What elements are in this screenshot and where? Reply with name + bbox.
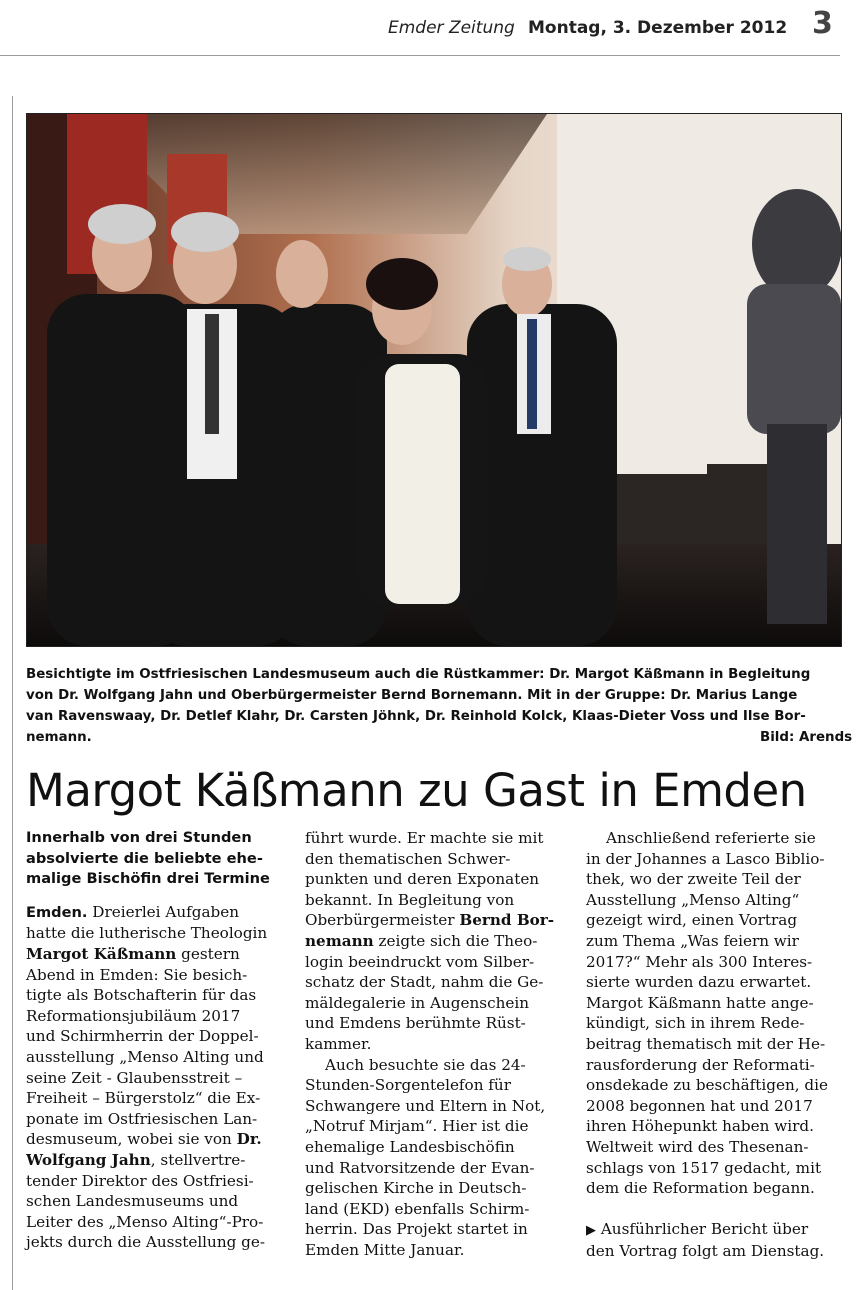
text-line: Abend in Emden: Sie besich- [26,965,248,984]
text-span: Oberbürgermeister [305,911,460,930]
caption-line: Besichtigte im Ostfriesischen Landesmuseum auch die Rüstkammer: Dr. Margot Käßmann in Begleitung [26,667,811,682]
newspaper-name: Emder Zeitung [388,18,515,38]
text-span: desmuseum, wobei sie von [26,1130,237,1149]
subhead-line: Innerhalb von drei Stunden [26,829,252,846]
text-line: gelischen Kirche in Deutsch- [305,1179,527,1198]
text-line: „Notruf Mirjam“. Hier ist die [305,1117,529,1136]
text-line: den thematischen Schwer- [305,849,511,868]
text-line: herrin. Das Projekt startet in [305,1220,528,1239]
text-line: Reformationsjubiläum 2017 [26,1006,241,1025]
text-line: hatte die lutherische Theologin [26,924,268,943]
text-line: punkten und deren Exponaten [305,870,540,889]
text-line: schlags von 1517 gedacht, mit [586,1158,822,1177]
caption-line: von Dr. Wolfgang Jahn und Oberbürgermeister Bernd Bornemann. Mit in der Gruppe: Dr. Marius Lange [26,688,798,703]
text-line: seine Zeit - Glaubensstreit – [26,1068,243,1087]
text-line: ausstellung „Menso Alting und [26,1047,264,1066]
caption-line: nemann. [26,730,92,745]
text-line: rausforderung der Reformati- [586,1055,815,1074]
name-bold: nemann [305,931,374,950]
text-line: 2017?“ Mehr als 300 Interes- [586,952,813,971]
text-span: , stellvertre- [150,1150,246,1169]
article-subhead [26,828,288,890]
text-span: Dreierlei Aufgaben [87,902,239,921]
text-line: dem die Reformation begann. [586,1179,815,1198]
text-line: Stunden-Sorgentelefon für [305,1076,511,1095]
name-bold: Margot Käßmann [26,944,177,963]
text-line: führt wurde. Er machte sie mit [305,829,544,847]
name-bold: Wolfgang Jahn [26,1150,151,1169]
text-line: Freiheit – Bürgerstolz“ die Ex- [26,1089,261,1108]
dateline: Emden. [26,903,88,921]
text-line: ihren Höhepunkt haben wird. [586,1117,814,1136]
text-line: gezeigt wird, einen Vortrag [586,911,798,930]
text-line: ehemalige Landesbischöfin [305,1137,515,1156]
teaser-line: den Vortrag folgt am Dienstag. [586,1242,825,1261]
text-span: gestern [176,944,240,963]
teaser-text: Ausführlicher Bericht über [600,1219,809,1238]
page-number: 3 [812,6,833,41]
text-line: beitrag thematisch mit der He- [586,1034,826,1053]
text-line: bekannt. In Begleitung von [305,890,515,909]
name-bold: Bernd Bor- [459,911,555,930]
text-line: Leiter des „Menso Alting“-Pro- [26,1212,264,1231]
issue-date: Montag, 3. Dezember 2012 [528,18,788,38]
text-line: thek, wo der zweite Teil der [586,870,801,889]
text-span: zeigte sich die Theo- [373,931,538,950]
text-line: Margot Käßmann hatte ange- [586,993,814,1012]
photo-caption [26,664,842,748]
text-line: Anschließend referierte sie [606,829,816,847]
text-line: login beeindruckt vom Silber- [305,952,535,971]
text-line: schen Landesmuseums und [26,1192,239,1211]
text-line: mäldegalerie in Augenschein [305,993,529,1012]
text-line [26,902,288,924]
article-column-1 [26,828,288,1253]
text-line: in der Johannes a Lasco Biblio- [586,849,825,868]
text-line: schatz der Stadt, nahm die Ge- [305,973,544,992]
text-line: 2008 begonnen hat und 2017 [586,1096,813,1115]
text-line: kammer. [305,1034,372,1053]
article-headline: Margot Käßmann zu Gast in Emden [26,764,807,817]
text-line: tigte als Botschafterin für das [26,986,257,1005]
text-line: ponate im Ostfriesischen Lan- [26,1109,258,1128]
text-line [26,1129,288,1150]
subhead-line: absolvierte die beliebte ehe- [26,849,263,867]
museum-visit-photo [26,113,842,647]
text-line: tender Direktor des Ostfriesi- [26,1171,254,1190]
name-bold: Dr. [236,1130,262,1149]
article-column-3 [586,828,848,1262]
text-line [26,1150,288,1171]
caption-line: van Ravenswaay, Dr. Detlef Klahr, Dr. Carsten Jöhnk, Dr. Reinhold Kolck, Klaas-Dieter Voss und Ilse Bor- [26,709,806,724]
text-line [26,944,288,965]
header-rule [0,55,840,56]
text-line: und Schirmherrin der Doppel- [26,1027,259,1046]
text-line: Auch besuchte sie das 24- [325,1055,526,1074]
text-line: und Ratvorsitzende der Evan- [305,1158,535,1177]
text-line: Ausstellung „Menso Alting“ [586,890,800,909]
triangle-arrow-icon: ▶ [586,1222,596,1238]
text-line: sierte wurden dazu erwartet. [586,973,812,992]
photo-credit: Bild: Arends [760,730,853,745]
text-line: zum Thema „Was feiern wir [586,931,799,950]
text-line [305,931,567,952]
column-rule [12,96,13,1290]
text-line [305,910,567,931]
text-line: land (EKD) ebenfalls Schirm- [305,1199,530,1218]
text-line: kündigt, sich in ihrem Rede- [586,1014,805,1033]
text-line: jekts durch die Ausstellung ge- [26,1233,265,1252]
text-line: Weltweit wird des Thesenan- [586,1137,809,1156]
text-line: Emden Mitte Januar. [305,1240,465,1259]
teaser-line [586,1219,848,1242]
text-line: Schwangere und Eltern in Not, [305,1096,546,1115]
subhead-line: malige Bischöfin drei Termine [26,870,270,888]
text-line: und Emdens berühmte Rüst- [305,1014,526,1033]
text-line: onsdekade zu beschäftigen, die [586,1076,828,1095]
page-header [0,0,858,56]
article-column-2 [305,828,567,1260]
